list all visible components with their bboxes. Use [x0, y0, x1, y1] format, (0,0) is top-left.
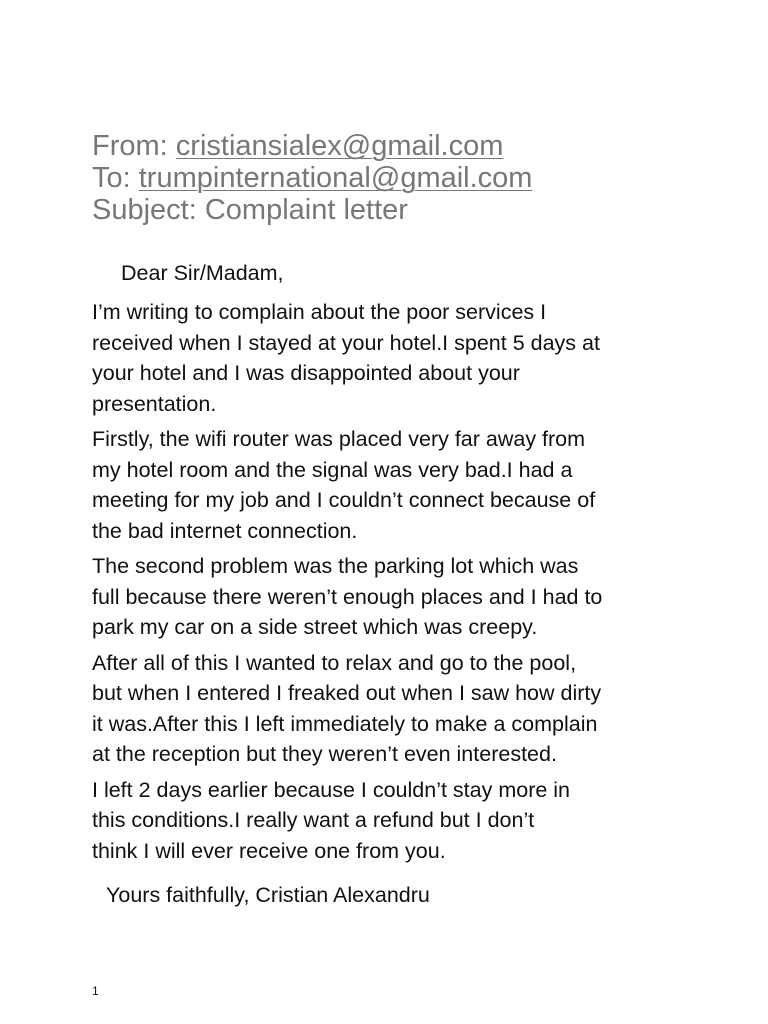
page-number: 1: [92, 984, 99, 998]
email-header: [92, 130, 732, 226]
paragraph-parking: The second problem was the parking lot which was full because there weren’t enough places and I had to park my car on a side street which was creepy.: [92, 554, 603, 639]
to-line: [92, 162, 732, 194]
from-email-link[interactable]: cristiansialex@gmail.com: [175, 130, 504, 162]
paragraph-refund: I left 2 days earlier because I couldn’t stay more in this conditions.I really want a refund but I don’t think I will ever receive one from you.: [92, 777, 571, 863]
subject-text: Complaint letter: [204, 194, 408, 226]
from-line: [92, 130, 732, 162]
to-label: To:: [92, 162, 139, 194]
letter-body: [92, 297, 702, 871]
from-label: From:: [92, 130, 176, 162]
paragraph-wifi: Firstly, the wifi router was placed very far away from my hotel room and the signal was very bad.I had a meeting for my job and I couldn’t connect because of the bad internet connection.: [92, 427, 596, 543]
paragraph-pool: After all of this I wanted to relax and go to the pool, but when I entered I freaked out when I saw how dirty it was.After this I left immediately to make a complain at the reception but they weren’t even interested.: [92, 650, 602, 766]
subject-label: Subject:: [92, 194, 205, 226]
subject-line: [92, 194, 732, 226]
closing-signature: Yours faithfully, Cristian Alexandru: [106, 883, 430, 907]
salutation: Dear Sir/Madam,: [121, 261, 284, 285]
paragraph-intro: I’m writing to complain about the poor services I received when I stayed at your hotel.I spent 5 days at your hotel and I was disappointed about your presentation.: [92, 300, 600, 416]
to-email-link[interactable]: trumpinternational@gmail.com: [138, 162, 533, 194]
